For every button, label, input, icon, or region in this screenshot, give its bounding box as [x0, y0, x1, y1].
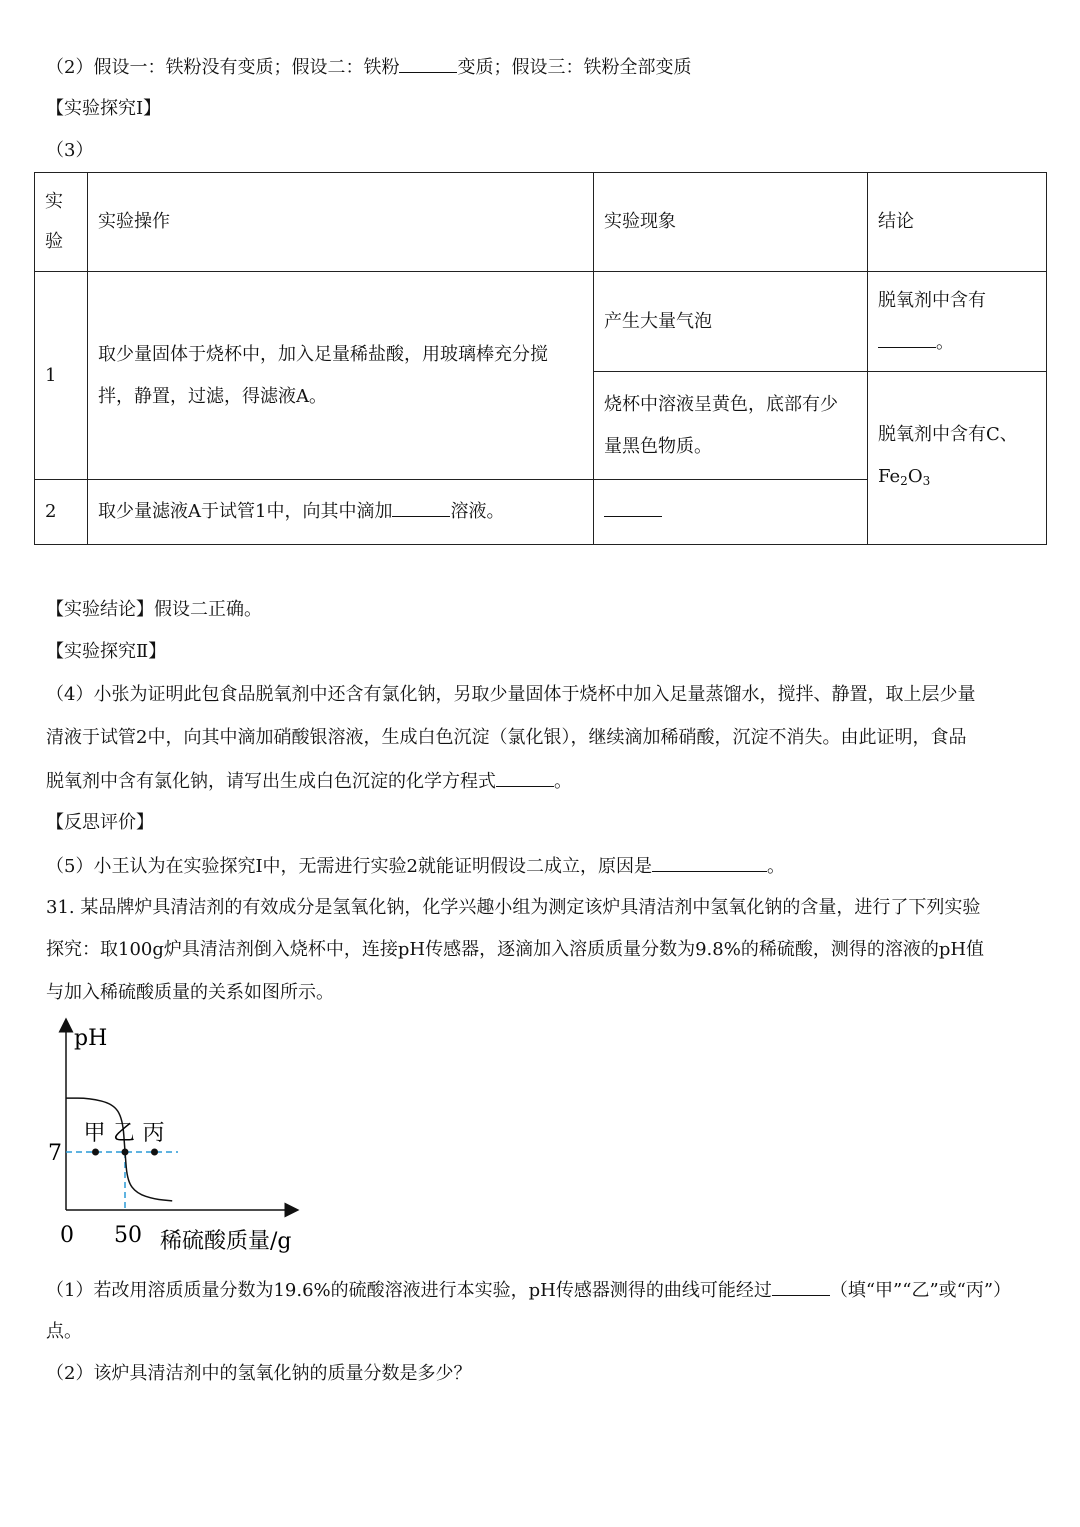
answer-blank[interactable] [496, 768, 554, 787]
table-header-row [35, 173, 1047, 272]
row2-number: 2 [35, 480, 88, 545]
answer-blank[interactable] [392, 498, 450, 517]
origin-label: 0 [60, 1223, 74, 1248]
y-tick-label: 7 [48, 1141, 62, 1166]
row1-observation-1: 产生大量气泡 [594, 272, 868, 372]
answer-blank[interactable] [772, 1277, 830, 1296]
y-axis-label: pH [74, 1026, 108, 1051]
point-jia-marker [92, 1149, 99, 1156]
q4-line-2: 清液于试管2中，向其中滴加硝酸银溶液，生成白色沉淀（氯化银），继续滴加稀硝酸，沉淀不消失。由此证明，食品 [46, 727, 967, 748]
answer-blank[interactable] [399, 54, 457, 73]
q5-line: （5）小王认为在实验探究Ⅰ中，无需进行实验2就能证明假设二成立，原因是 。 [46, 853, 785, 879]
row1-conclusion-1: 脱氧剂中含有 。 [868, 272, 1047, 372]
q31-line-2: 探究：取100g炉具清洁剂倒入烧杯中，连接pH传感器，逐滴加入溶质质量分数为9.8%的稀硫酸，测得的溶液的pH值 [46, 939, 985, 960]
header-cell-observation: 实验现象 [594, 173, 868, 272]
point-yi-label: 乙 [113, 1121, 136, 1146]
point-jia-label: 甲 [83, 1121, 106, 1146]
answer-blank[interactable] [878, 329, 936, 348]
sub-question-1-line-1: （1）若改用溶质质量分数为19.6%的硫酸溶液进行本实验，pH传感器测得的曲线可能经过 （填“甲”“乙”或“丙”） [46, 1277, 1011, 1303]
answer-blank[interactable] [652, 853, 767, 872]
q31-line-1: 31. 某品牌炉具清洁剂的有效成分是氢氧化钠，化学兴趣小组为测定该炉具清洁剂中氢氧化钠的含量，进行了下列实验 [46, 897, 981, 918]
point-bing-marker [151, 1149, 158, 1156]
answer-blank[interactable] [604, 498, 662, 517]
q3-label: （3） [46, 140, 94, 161]
section-heading-exp1: 【实验探究Ⅰ】 [46, 98, 162, 119]
ph-curve-chart [30, 1015, 330, 1260]
header-cell-exp: 实 验 [35, 173, 88, 272]
sub-question-1-line-2: 点。 [46, 1321, 82, 1342]
sub-question-2: （2）该炉具清洁剂中的氢氧化钠的质量分数是多少？ [46, 1363, 472, 1384]
row2-operation: 取少量滤液A于试管1中，向其中滴加 溶液。 [88, 480, 594, 545]
section-heading-exp2: 【实验探究Ⅱ】 [46, 641, 167, 662]
point-yi-marker [122, 1149, 129, 1156]
experiment-conclusion: 【实验结论】假设二正确。 [46, 599, 262, 620]
x-tick-label: 50 [114, 1223, 142, 1248]
header-cell-conclusion: 结论 [868, 173, 1047, 272]
q4-line-3: 脱氧剂中含有氯化钠，请写出生成白色沉淀的化学方程式 。 [46, 768, 572, 794]
q2-hypotheses: （2）假设一：铁粉没有变质；假设二：铁粉 变质；假设三：铁粉全部变质 [46, 54, 691, 80]
header-cell-operation: 实验操作 [88, 173, 594, 272]
q31-line-3: 与加入稀硫酸质量的关系如图所示。 [46, 982, 334, 1003]
row2-observation [594, 480, 868, 545]
row1-operation: 取少量固体于烧杯中，加入足量稀盐酸，用玻璃棒充分搅 拌，静置，过滤，得滤液A。 [88, 272, 594, 480]
section-heading-reflect: 【反思评价】 [46, 812, 154, 833]
point-bing-label: 丙 [142, 1121, 165, 1146]
q4-line-1: （4）小张为证明此包食品脱氧剂中还含有氯化钠，另取少量固体于烧杯中加入足量蒸馏水，搅拌、静置，取上层少量 [46, 684, 976, 705]
x-axis-label: 稀硫酸质量/g [160, 1229, 292, 1254]
row1-conclusion-2: 脱氧剂中含有C、 $Fe_2O_3$ [868, 372, 1047, 545]
table-row [35, 272, 1047, 372]
row1-number: 1 [35, 272, 88, 480]
row1-observation-2: 烧杯中溶液呈黄色，底部有少 量黑色物质。 [594, 372, 868, 480]
experiment-table [34, 172, 1047, 545]
